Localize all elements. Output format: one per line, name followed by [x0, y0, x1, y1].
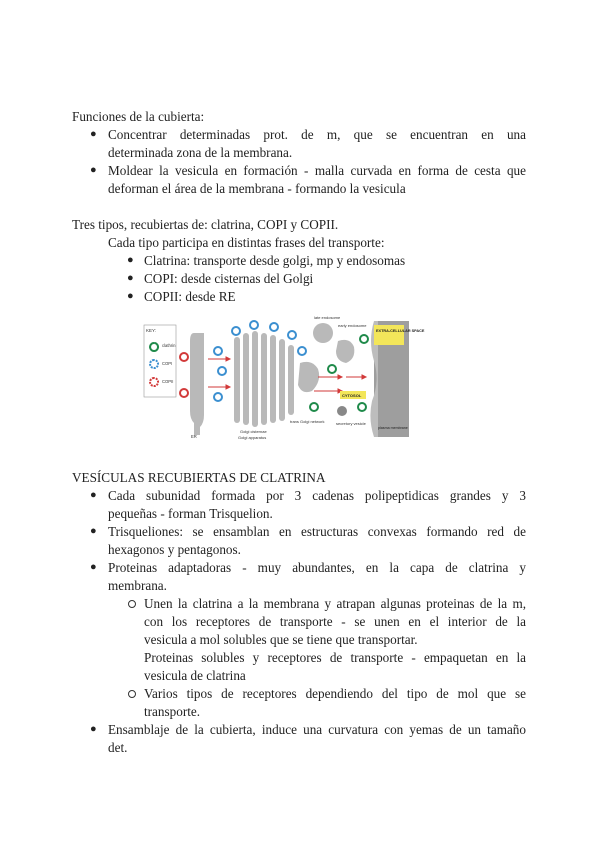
early-endosome: [336, 340, 354, 363]
label-extracellular: EXTRA-CELLULAR SPACE: [376, 329, 425, 333]
section1-bullet1-line2: determinada zona de la membrana.: [108, 145, 293, 160]
bullet-dot: ●: [127, 254, 134, 266]
bullet-dot: ●: [90, 128, 97, 140]
section3-b1-line2: pequeñas - forman Trisquelion.: [108, 506, 273, 521]
bullet-dot: ●: [90, 164, 97, 176]
label-late-endosome: late endosome: [314, 315, 341, 320]
label-golgi-apparatus: Golgi apparatus: [238, 435, 267, 440]
label-trans-golgi: trans Golgi network: [290, 419, 325, 424]
bullet-dot: ●: [127, 272, 134, 284]
label-cytosol: CYTOSOL: [342, 393, 362, 398]
label-golgi-cisternae: Golgi cisternae: [240, 429, 267, 434]
extracellular-label-box: [374, 325, 404, 345]
section3-b2-line1: Trisqueliones: se ensamblan en estructuras convexas formando red de: [108, 524, 526, 539]
key-copii: COPII: [162, 379, 174, 384]
label-er: ER: [191, 434, 197, 439]
key-copi: COPI: [162, 361, 173, 366]
section3-s1-line2: con los receptores de transporte - se unen en el interior de la: [144, 614, 526, 629]
key-title: KEY:: [146, 328, 157, 333]
bullet-dot: ●: [90, 561, 97, 573]
diagram-svg: [142, 311, 425, 440]
golgi-stack: [234, 331, 294, 427]
section3-b3-line2: membrana.: [108, 578, 167, 593]
bullet-dot: ●: [127, 290, 134, 302]
bullet-dot: ●: [90, 723, 97, 735]
label-secretory: secretory vesicle: [336, 421, 366, 426]
section3-b4-line2: det.: [108, 740, 128, 755]
section3-b4-line1: Ensamblaje de la cubierta, induce una curvatura con yemas de un tamaño: [108, 722, 526, 737]
secretory-vesicle: [337, 406, 347, 416]
section3-heading: VESÍCULAS RECUBIERTAS DE CLATRINA: [72, 470, 326, 485]
sub-bullet-circle: [128, 600, 136, 608]
section2-heading: Tres tipos, recubiertas de: clatrina, COPI y COPII.: [72, 217, 339, 232]
section3-s2-line1: Varios tipos de receptores dependiendo del tipo de mol que se: [144, 686, 526, 701]
section2-item-clatrina: Clatrina: transporte desde golgi, mp y endosomas: [144, 253, 406, 268]
section3-b1-line1: Cada subunidad formada por 3 cadenas polipeptidicas grandes y 3: [108, 488, 526, 503]
section1-bullet1-line1: Concentrar determinadas prot. de m, que se encuentran en una: [108, 127, 526, 142]
trans-golgi-network: [298, 362, 319, 392]
section3-b3-line1: Proteinas adaptadoras - muy abundantes, en la capa de clatrina y: [108, 560, 526, 575]
section3-s2-line2: transporte.: [144, 704, 201, 719]
section3-s1-line3: vesicula a mol solubles que se tiene que transportar.: [144, 632, 418, 647]
label-plasma-membrane: plasma membrane: [378, 426, 408, 430]
section2-subheading: Cada tipo participa en distintas frases del transporte:: [108, 235, 385, 250]
er-shape: [190, 333, 204, 435]
section2-item-copii: COPII: desde RE: [144, 289, 236, 304]
section1-bullet2-line1: Moldear la vesicula en formación - malla curvada en forma de cesta que: [108, 163, 526, 178]
section3-s1-line1: Unen la clatrina a la membrana y atrapan algunas proteinas de la m,: [144, 596, 526, 611]
section1-bullet2-line2: deforman el área de la membrana - formando la vesicula: [108, 181, 406, 196]
section3-s1-line5: vesicula de clatrina: [144, 668, 246, 683]
key-clathrin: clathrin: [162, 343, 176, 348]
section3-b2-line2: hexagonos y pentagonos.: [108, 542, 241, 557]
transport-arrows: [208, 357, 366, 393]
label-early-endosome: early endosome: [338, 323, 367, 328]
section1-heading: Funciones de la cubierta:: [72, 109, 205, 124]
bullet-dot: ●: [90, 525, 97, 537]
section2-item-copi: COPI: desde cisternas del Golgi: [144, 271, 314, 286]
bullet-dot: ●: [90, 489, 97, 501]
sub-bullet-circle: [128, 690, 136, 698]
vesicle-transport-diagram: [142, 311, 425, 440]
section3-s1-line4: Proteinas solubles y receptores de transporte - empaquetan en la: [144, 650, 526, 665]
late-endosome: [313, 323, 333, 343]
